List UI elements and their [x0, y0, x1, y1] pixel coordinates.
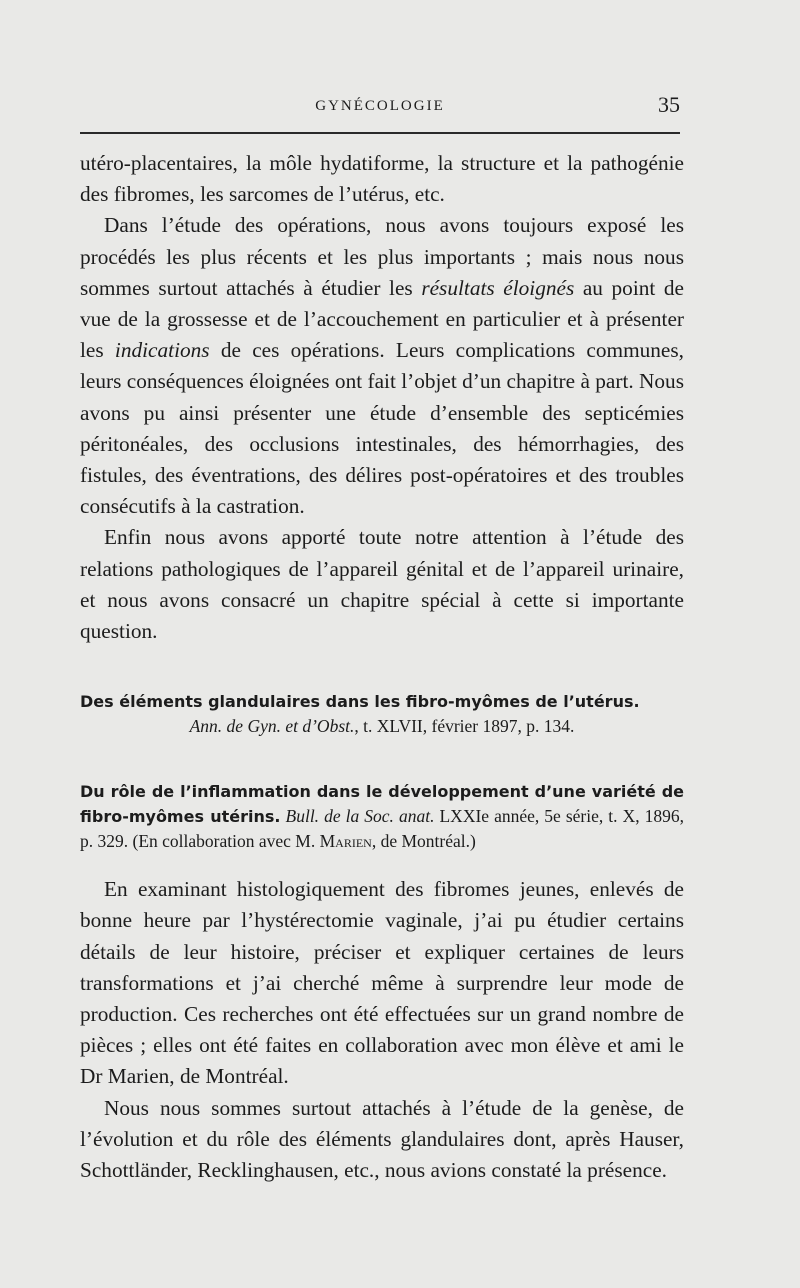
page-number: 35	[658, 92, 680, 117]
entry-2-title: Du rôle de l’inflammation dans le développement d’une variété de fibro-myômes utérins.	[80, 782, 684, 827]
paragraph-2	[80, 210, 684, 522]
running-head: GYNÉCOLOGIE	[315, 98, 445, 114]
entry-1-source	[80, 714, 684, 739]
page-header	[80, 92, 680, 122]
entry-2-journal: Bull. de la Soc. anat.	[285, 806, 435, 827]
emphasis-indications: indications	[114, 338, 210, 363]
paragraph-2-part-c: de ces opérations. Leurs complications communes, leurs conséquences éloignées ont fait l’objet d’un chapitre à part. Nous avons pu ainsi présenter une étude d’ensemble des septicémies péritonéales, des occlusions intestinales, des hémorrhagies, des fistules, des éventrations, des délires post-opératoires et des troubles consécutifs à la castration.	[80, 338, 684, 519]
paragraph-3: Enfin nous avons apporté toute notre attention à l’étude des relations pathologiques de l’appareil génital et de l’appareil urinaire, et nous avons consacré un chapitre spécial à cette si importante question.	[80, 525, 684, 644]
bibliography-entry-2	[80, 779, 684, 854]
entry-2-details-1: LXXIe année, 5e série, t. X, 1896, p. 329. (En collaboration avec M.	[80, 806, 684, 852]
paragraph-1: utéro-placentaires, la môle hydatiforme, la structure et la pathogénie des fibromes, les sarcomes de l’utérus, etc.	[80, 151, 684, 207]
entry-1-details: , t. XLVII, février 1897, p. 134.	[354, 716, 575, 737]
entry-1-journal: Ann. de Gyn. et d’Obst.	[189, 716, 355, 737]
paragraph-2-part-a: Dans l’étude des opérations, nous avons toujours exposé les procédés les plus récents et les plus importants ; mais nous nous sommes surtout attachés à étudier les	[80, 213, 684, 300]
header-rule	[80, 132, 680, 134]
paragraph-4: En examinant histologiquement des fibromes jeunes, enlevés de bonne heure par l’hystérectomie vaginale, j’ai pu étudier certains détails de leur histoire, préciser et expliquer certaines de leurs transformations et j’ai cherché même à surprendre leur mode de production. Ces recherches ont été effectuées sur un grand nombre de pièces ; elles ont été faites en collaboration avec mon élève et ami le Dr Marien, de Montréal.	[80, 877, 684, 1089]
entry-1-title: Des éléments glandulaires dans les fibro-myômes de l’utérus.	[80, 692, 640, 712]
entry-2-collaborator: Marien	[319, 831, 372, 852]
paragraph-2-part-b: au point de vue de la grossesse et de l’accouchement en particulier et à présenter les	[80, 275, 684, 363]
bibliography-entry-1	[80, 689, 684, 739]
body-text	[80, 148, 684, 1186]
emphasis-resultats-eloignes: résultats éloignés	[421, 275, 575, 300]
paragraph-5: Nous nous sommes surtout attachés à l’étude de la genèse, de l’évolution et du rôle des éléments glandulaires dont, après Hauser, Schottländer, Recklinghausen, etc., nous avions constaté la présence.	[80, 1095, 684, 1183]
entry-2-details-2: , de Montréal.)	[371, 831, 476, 852]
